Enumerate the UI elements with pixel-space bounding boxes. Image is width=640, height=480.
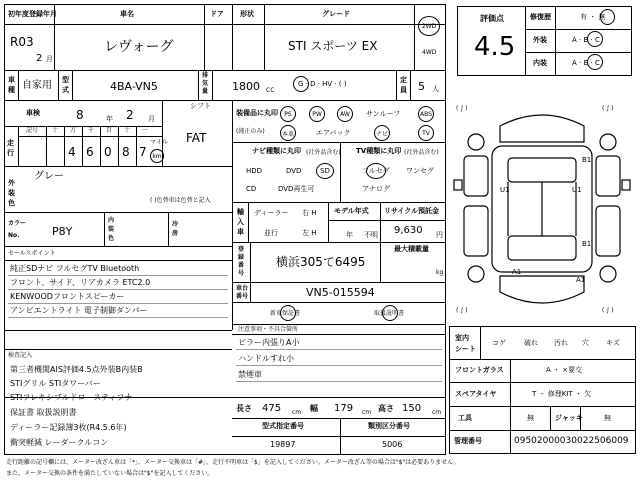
new-warranty: 新車保証書: [270, 310, 301, 317]
interior-grade: A · B · C: [572, 59, 600, 67]
category-label: 類別区分番号: [368, 422, 410, 430]
mile-label: マイル: [150, 139, 168, 146]
tool-value: 無: [527, 414, 534, 422]
max-load-kg: kg: [436, 269, 444, 276]
inspection-year-unit: 年: [106, 115, 113, 123]
car-damage-diagram: [452, 96, 632, 320]
car-name-label: 車名: [120, 10, 134, 18]
equip-abs: ABS: [418, 106, 434, 122]
inspection-month: 2: [126, 108, 134, 122]
first-reg-label: 初年度登録年月: [8, 10, 57, 18]
exterior-grade: A · B · C: [572, 36, 600, 44]
repair-label: 修復歴: [530, 13, 551, 21]
import-dealer: ディーラー: [254, 209, 289, 217]
equip-pw: PW: [309, 106, 325, 122]
interior-grade-label: 内装: [533, 59, 547, 67]
note-line: ハンドルすれ小: [238, 354, 294, 363]
equip-sunroof: サンルーフ: [366, 110, 401, 118]
shift-label: シフト: [190, 102, 211, 110]
footer-line-1: 走行距離の記号欄には、メーター改ざん車は「*」、メーター交換車は「#」、走行不明車は「$」を記入してください。メーター改ざん等の場合は"$"は必要ありません。: [6, 459, 460, 466]
sales-line: 純正SDナビ フルセグTV Bluetooth: [10, 264, 140, 273]
manual: 取扱説明書: [374, 310, 405, 317]
mileage-col-2: 万: [70, 127, 77, 134]
exterior-b-circle: [587, 31, 603, 47]
navi-sd: SD: [316, 163, 334, 179]
mileage-digit: 7: [139, 145, 147, 159]
color-no-label: カラー No.: [8, 220, 27, 239]
mileage-digit: 0: [104, 145, 112, 159]
model-year-label: モデル年式: [334, 207, 369, 215]
recycle-yen: 円: [436, 231, 443, 239]
mileage-col-0: 記号: [26, 127, 39, 134]
front-glass-label: フロントガラス: [455, 366, 504, 374]
repair-options: 有 ・ 無: [580, 13, 606, 21]
color-no-value: P8Y: [52, 225, 73, 238]
type-label: 型式指定番号: [262, 422, 304, 430]
tv-analog: アナログ: [362, 185, 390, 193]
grade-label: グレード: [322, 10, 350, 18]
km-circle: km: [150, 149, 164, 163]
inspector-line: 衝突軽減 レーダークルコン: [10, 438, 109, 447]
diagram-mark: U1: [572, 186, 582, 194]
navi-hdd: HDD: [246, 167, 263, 175]
registration-label: 登 録 番 号: [238, 246, 245, 277]
category-value: 5006: [382, 440, 403, 449]
mileage-digit: 6: [86, 145, 94, 159]
model-value: 4BA-VN5: [110, 80, 158, 93]
inspector-line: 第三者機関AIS評価4.5点外装B内装B: [10, 365, 143, 374]
capacity-value: 5: [418, 80, 425, 93]
reg-month-unit: 月: [46, 55, 53, 63]
displacement-value: 1800: [232, 80, 260, 93]
import-right: 右 H: [302, 209, 317, 217]
mileage-col-6: 一: [142, 127, 149, 134]
note-line: 禁煙車: [238, 370, 262, 379]
diagram-corner-mark: ( ∫ ): [456, 105, 468, 112]
fuel-types: G · D · HV · ( ): [298, 80, 347, 88]
tool-label: 工具: [458, 414, 472, 422]
interior-b-circle: [587, 54, 603, 70]
jack-label: ジャッキ: [555, 414, 583, 422]
sales-line: フロント、サイド、リアカメラ ETC2.0: [10, 278, 151, 287]
type-value: 19897: [270, 440, 296, 449]
mgmt-value: 09502000030022506009: [514, 436, 629, 446]
inspection-month-unit: 月: [148, 115, 155, 123]
cc-unit: CC: [266, 87, 275, 94]
cooling-label: 冷 房: [172, 221, 179, 237]
registration-number: 横浜305て6495: [276, 255, 366, 269]
tv-fullseg: フルセグ: [362, 167, 390, 175]
navi-dvd-play: DVD再生可: [278, 185, 315, 193]
equip-aw: AW: [337, 106, 353, 122]
navi-dvd: DVD: [286, 167, 302, 175]
import-left: 左 H: [302, 229, 317, 237]
jack-value: 無: [604, 414, 611, 422]
exterior-label: 外 装 色: [8, 179, 15, 207]
height-value: 150: [402, 403, 422, 414]
seat-item: 穴: [582, 339, 589, 347]
mileage-digit: 8: [122, 145, 130, 159]
displacement-label: 排 気 量: [202, 72, 209, 95]
tv-oneseg: ワンセグ: [406, 167, 434, 175]
height-label: 高さ: [378, 404, 394, 413]
mgmt-label: 管理番号: [454, 437, 482, 445]
import-parallel: 並行: [264, 229, 278, 237]
model-label: 型 式: [62, 76, 69, 94]
shift-value: FAT: [186, 131, 207, 145]
diagram-mark: A1: [576, 276, 586, 284]
model-year-unit: 年: [346, 231, 353, 239]
door-label: ドア: [210, 10, 224, 18]
inspection-year: 8: [76, 108, 84, 122]
note-line: ピラー内張りA小: [238, 338, 300, 347]
sales-line: KENWOODフロントスピーカー: [10, 292, 125, 301]
sales-line: アンビエントライト 電子制御ダンパー: [10, 306, 148, 315]
exterior-note: ( )色替車は色替と記入: [150, 197, 211, 204]
diagram-corner-mark: ( ∫ ): [602, 307, 614, 314]
footer-line-2: また、メーター交換の条件を満たしていない場合は"$"を記入してください。: [6, 470, 214, 477]
exterior-color: グレー: [34, 171, 64, 182]
grade-value: STI スポーツ EX: [288, 39, 378, 53]
recycle-label: リサイクル預託金: [384, 207, 440, 215]
navi-cd: CD: [246, 185, 257, 193]
car-name: レヴォーグ: [104, 39, 174, 55]
sales-points-label: セールスポイント: [8, 250, 56, 257]
equip-ps: PS: [280, 106, 296, 122]
chassis-label: 車台 番号: [236, 285, 249, 300]
length-label: 長さ: [236, 404, 252, 413]
diagram-corner-mark: ( ∫ ): [602, 105, 614, 112]
person-unit: 人: [432, 85, 439, 93]
inspector-line: 保証書 取扱説明書: [10, 408, 77, 417]
model-year-unknown: 不明: [364, 231, 378, 239]
spare-label: スペアタイヤ: [455, 390, 497, 398]
inspector-label: 検査記入: [8, 352, 33, 359]
seat-label: 室内 シート: [455, 334, 476, 353]
chassis-number: VN5-015594: [306, 286, 375, 299]
shape-label: 形状: [240, 10, 254, 18]
length-unit: cm: [292, 409, 302, 416]
mileage-col-5: 十: [124, 127, 131, 134]
seat-item: 汚れ: [554, 339, 568, 347]
repair-none-circle: [600, 9, 615, 25]
width-unit: cm: [362, 409, 372, 416]
equip-navi: ナビ: [374, 125, 390, 141]
capacity-label: 定 員: [400, 76, 407, 94]
width-label: 幅: [310, 404, 318, 413]
max-load-label: 最大積載量: [394, 245, 429, 253]
inspection-label: 車検: [26, 109, 40, 117]
seat-item: キズ: [606, 339, 620, 347]
tv-title: TV種類に丸印: [356, 147, 402, 155]
mileage-col-1: 十: [52, 127, 59, 134]
front-glass-value: A ・ ×要交: [546, 366, 583, 374]
seat-item: 破れ: [524, 339, 538, 347]
navi-sub: (社外品含む): [306, 149, 341, 156]
diagram-mark: U1: [500, 186, 510, 194]
navi-title: ナビ種類に丸印: [252, 147, 301, 155]
recycle-value: 9,630: [394, 225, 423, 236]
notes-label: 注意事項・不具合箇所: [238, 326, 299, 333]
spare-value: T ・ 修理KIT ・ 欠: [532, 390, 592, 398]
equipment-subtitle: (純正のみ): [236, 128, 265, 135]
length-value: 475: [262, 403, 282, 414]
score-label: 評価点: [480, 14, 504, 23]
inspector-line: STIフレキシブルドロースティフナー: [10, 393, 141, 402]
usage-label: 車 種: [8, 76, 15, 94]
drive-2wd-circle: 2WD: [418, 16, 440, 36]
mileage-digit: 4: [68, 145, 76, 159]
diagram-corner-mark: ( ∫ ): [456, 307, 468, 314]
drive-4wd: 4WD: [422, 49, 437, 56]
equipment-title: 装備品に丸印: [236, 109, 278, 117]
interior-color-label: 内 装 色: [108, 217, 115, 242]
tv-sub: (社外品含む): [404, 149, 439, 156]
usage-value: 自家用: [22, 80, 52, 91]
inspector-line: ディーラー記録簿3枚(R4.5.6年): [10, 423, 127, 432]
diagram-mark: B1: [582, 156, 592, 164]
reg-month: 2: [36, 53, 43, 64]
mileage-label: 走 行: [7, 139, 14, 157]
diagram-mark: A1: [512, 268, 522, 276]
height-unit: cm: [432, 409, 442, 416]
inspector-line: STIグリル STIタワーバー: [10, 379, 101, 388]
seat-item: コゲ: [492, 339, 506, 347]
diagram-mark: B1: [582, 240, 592, 248]
reg-year: R03: [10, 35, 34, 49]
import-label: 輸 入 車: [237, 208, 244, 236]
width-value: 179: [334, 403, 354, 414]
score-value: 4.5: [474, 32, 516, 62]
equip-airbag: エアバック: [316, 129, 351, 137]
mileage-col-3: 千: [88, 127, 95, 134]
equip-tv: TV: [418, 125, 434, 141]
mileage-col-4: 百: [106, 127, 113, 134]
exterior-grade-label: 外装: [533, 36, 547, 44]
equip-leather: 本革: [280, 125, 296, 141]
